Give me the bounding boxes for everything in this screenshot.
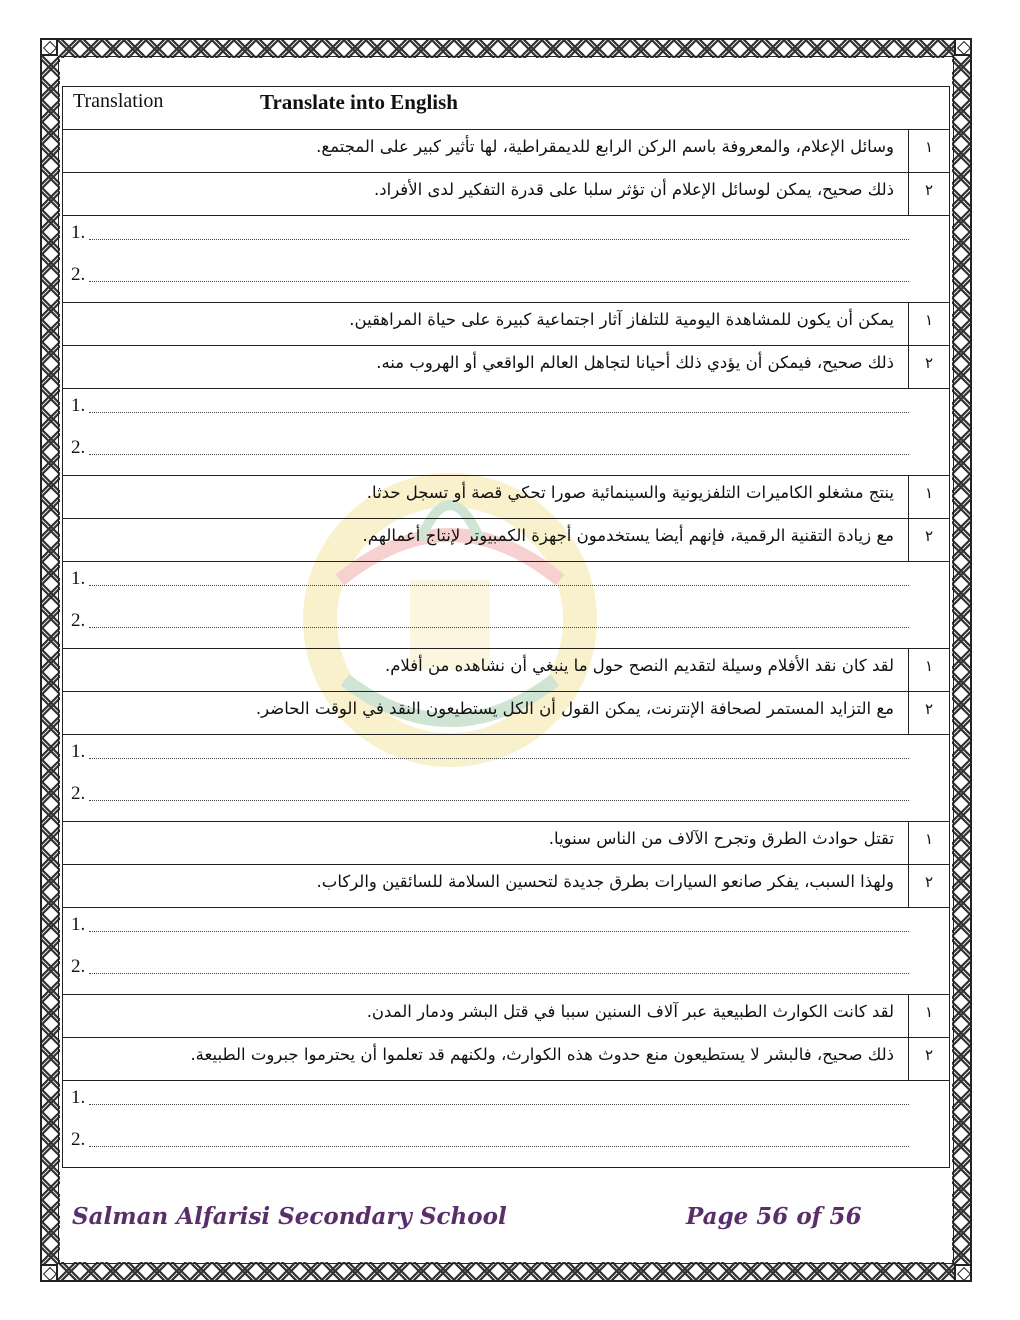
- arabic-sentence: ذلك صحيح، يمكن لوسائل الإعلام أن تؤثر سلبا على قدرة التفكير لدى الأفراد.: [374, 180, 894, 199]
- arabic-sentence: لقد كان نقد الأفلام وسيلة لتقديم النصح حول ما ينبغي أن نشاهده من أفلام.: [384, 656, 894, 675]
- dotted-answer-space[interactable]: [89, 238, 909, 240]
- arabic-sentence: ذلك صحيح، فيمكن أن يؤدي ذلك أحيانا لتجاهل العالم الواقعي أو الهروب منه.: [376, 353, 894, 372]
- answer-line[interactable]: [71, 1127, 909, 1151]
- dotted-answer-space[interactable]: [89, 799, 909, 801]
- answer-line[interactable]: [71, 262, 909, 286]
- answer-line-number: 1.: [71, 914, 86, 935]
- answer-line-number: 2.: [71, 783, 86, 804]
- arabic-sentence: ينتج مشغلو الكاميرات التلفزيونية والسينمائية صورا تحكي قصة أو تسجل حدثا.: [366, 483, 894, 502]
- sentence-number: ٢: [908, 692, 949, 734]
- arabic-sentence: لقد كانت الكوارث الطبيعية عبر آلاف السنين سببا في قتل البشر ودمار المدن.: [366, 1002, 894, 1021]
- answer-line[interactable]: [71, 220, 909, 244]
- sentence-number: ٢: [908, 173, 949, 215]
- arabic-sentence-row: [63, 822, 949, 865]
- answer-line-number: 2.: [71, 437, 86, 458]
- footer-school-name: Salman Alfarisi Secondary School: [72, 1203, 507, 1230]
- sentence-number: ٢: [908, 865, 949, 907]
- arabic-sentence: يمكن أن يكون للمشاهدة اليومية للتلفاز آثار اجتماعية كبيرة على حياة المراهقين.: [349, 310, 894, 329]
- answer-line-number: 2.: [71, 956, 86, 977]
- answer-line-number: 1.: [71, 222, 86, 243]
- table-header: [63, 87, 949, 130]
- answer-line[interactable]: [71, 954, 909, 978]
- answer-line-number: 2.: [71, 264, 86, 285]
- answer-block: [63, 389, 949, 476]
- arabic-sentence-row: [63, 476, 949, 519]
- arabic-sentence-row: [63, 995, 949, 1038]
- corner-ornament-top-right: [954, 38, 972, 56]
- dotted-answer-space[interactable]: [89, 584, 909, 586]
- arabic-sentence: ذلك صحيح، فالبشر لا يستطيعون منع حدوث هذه الكوارث، ولكنهم قد تعلموا أن يحترموا جبروت الطبيعة.: [190, 1045, 894, 1064]
- dotted-answer-space[interactable]: [89, 1103, 909, 1105]
- answer-line-number: 2.: [71, 610, 86, 631]
- arabic-sentence-row: [63, 303, 949, 346]
- answer-line[interactable]: [71, 393, 909, 417]
- arabic-sentence-row: [63, 130, 949, 173]
- corner-ornament-bottom-right: [954, 1264, 972, 1282]
- corner-ornament-top-left: [40, 38, 58, 56]
- dotted-answer-space[interactable]: [89, 626, 909, 628]
- answer-block: [63, 562, 949, 649]
- dotted-answer-space[interactable]: [89, 453, 909, 455]
- arabic-sentence: مع التزايد المستمر لصحافة الإنترنت، يمكن القول أن الكل يستطيعون النقد في الوقت الحاضر.: [255, 699, 894, 718]
- arabic-sentence-row: [63, 865, 949, 908]
- footer-page-number: Page 56 of 56: [686, 1203, 862, 1230]
- answer-line[interactable]: [71, 781, 909, 805]
- arabic-sentence: مع زيادة التقنية الرقمية، فإنهم أيضا يستخدمون أجهزة الكمبيوتر لإنتاج أعمالهم.: [362, 526, 894, 545]
- sentence-number: ١: [908, 649, 949, 691]
- border-ornament-bottom: [58, 1262, 954, 1280]
- translation-table: [62, 86, 950, 1168]
- answer-line-number: 1.: [71, 395, 86, 416]
- answer-block: [63, 908, 949, 995]
- answer-line[interactable]: [71, 435, 909, 459]
- arabic-sentence: تقتل حوادث الطرق وتجرح الآلاف من الناس سنويا.: [548, 829, 894, 848]
- border-ornament-right: [952, 56, 970, 1264]
- dotted-answer-space[interactable]: [89, 280, 909, 282]
- sentence-number: ٢: [908, 346, 949, 388]
- answer-block: [63, 216, 949, 303]
- arabic-sentence: ولهذا السبب، يفكر صانعو السيارات بطرق جديدة لتحسين السلامة للسائقين والركاب.: [316, 872, 894, 891]
- answer-line-number: 2.: [71, 1129, 86, 1150]
- answer-line[interactable]: [71, 912, 909, 936]
- answer-line[interactable]: [71, 739, 909, 763]
- answer-block: [63, 735, 949, 822]
- answer-line-number: 1.: [71, 1087, 86, 1108]
- arabic-sentence-row: [63, 1038, 949, 1081]
- corner-ornament-bottom-left: [40, 1264, 58, 1282]
- arabic-sentence-row: [63, 346, 949, 389]
- section-title: Translate into English: [260, 90, 458, 114]
- answer-line[interactable]: [71, 608, 909, 632]
- arabic-sentence-row: [63, 173, 949, 216]
- dotted-answer-space[interactable]: [89, 757, 909, 759]
- arabic-sentence-row: [63, 649, 949, 692]
- answer-line[interactable]: [71, 1085, 909, 1109]
- sentence-number: ٢: [908, 1038, 949, 1080]
- sentence-number: ١: [908, 476, 949, 518]
- arabic-sentence-row: [63, 692, 949, 735]
- answer-line[interactable]: [71, 566, 909, 590]
- dotted-answer-space[interactable]: [89, 1145, 909, 1147]
- dotted-answer-space[interactable]: [89, 411, 909, 413]
- sentence-number: ١: [908, 822, 949, 864]
- sentence-number: ١: [908, 303, 949, 345]
- dotted-answer-space[interactable]: [89, 930, 909, 932]
- sentence-number: ١: [908, 130, 949, 172]
- answer-line-number: 1.: [71, 568, 86, 589]
- answer-block: [63, 1081, 949, 1167]
- answer-line-number: 1.: [71, 741, 86, 762]
- arabic-sentence-row: [63, 519, 949, 562]
- sentence-number: ١: [908, 995, 949, 1037]
- sentence-number: ٢: [908, 519, 949, 561]
- arabic-sentence: وسائل الإعلام، والمعروفة باسم الركن الرابع للديمقراطية، لها تأثير كبير على المجتمع.: [316, 137, 894, 156]
- section-label: Translation: [73, 90, 164, 112]
- dotted-answer-space[interactable]: [89, 972, 909, 974]
